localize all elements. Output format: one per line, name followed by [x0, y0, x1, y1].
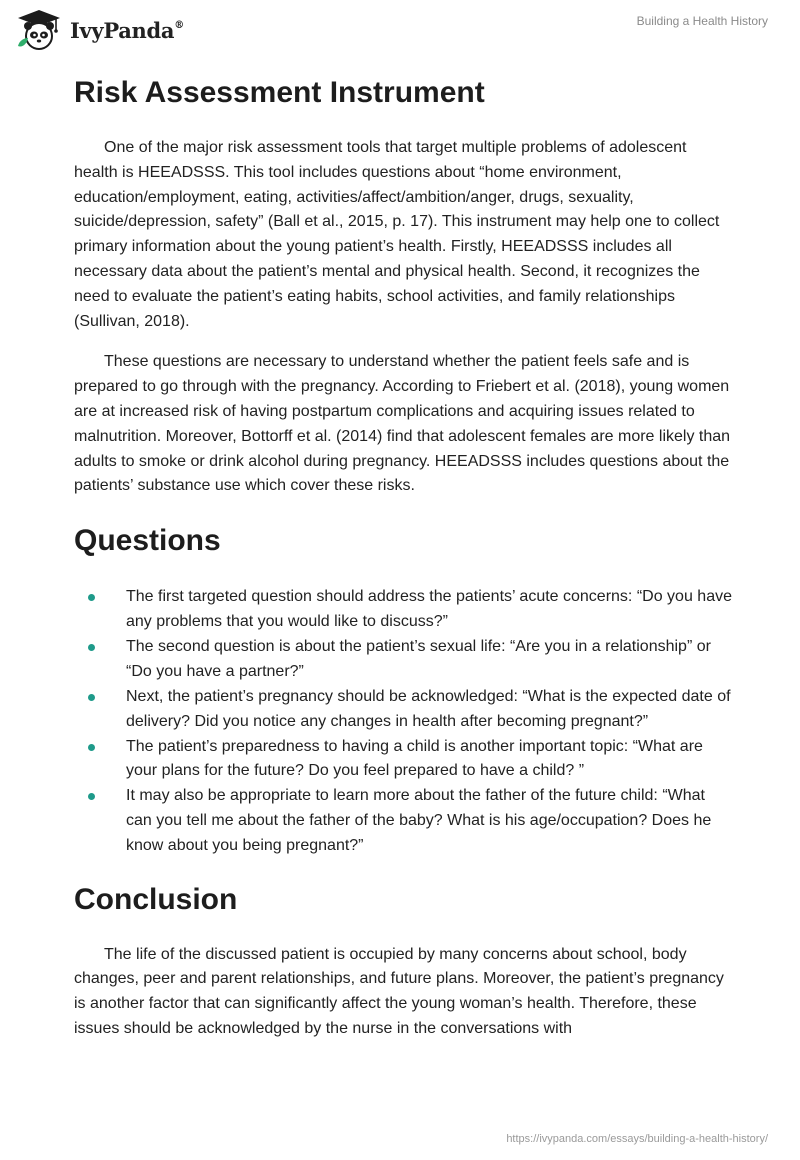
source-url-link[interactable]: https://ivypanda.com/essays/building-a-health-history/	[506, 1133, 768, 1145]
list-item: It may also be appropriate to learn more about the father of the future child: “What can you tell me about the father of the baby? What is his age/occupation? Does he know about you being pregnant?”	[74, 784, 734, 858]
bullet-icon	[88, 744, 95, 751]
logo-text: IvyPanda®	[70, 17, 184, 43]
section-questions	[74, 522, 734, 859]
section-risk-assessment	[74, 74, 734, 499]
list-item: The first targeted question should address the patients’ acute concerns: “Do you have any problems that you would like to discuss?”	[74, 585, 734, 635]
document-title: Building a Health History	[636, 14, 768, 28]
paragraph: These questions are necessary to understand whether the patient feels safe and is prepared to go through with the pregnancy. According to Friebert et al. (2018), young women are at increased risk of having postpartum complications and acquiring issues related to malnutrition. Moreover, Bottorff et al. (2014) find that adolescent females are more likely than adults to smoke or drink alcohol during pregnancy. HEEADSSS includes questions about the patients’ substance use which cover these risks.	[74, 353, 731, 495]
section-heading: Questions	[74, 524, 221, 558]
bullet-icon	[88, 594, 95, 601]
ivypanda-logo[interactable]	[14, 8, 184, 52]
essay-content	[74, 72, 734, 1042]
list-item: The second question is about the patient’s sexual life: “Are you in a relationship” or “Do you have a partner?”	[74, 635, 734, 685]
section-conclusion	[74, 881, 734, 1042]
panda-graduate-icon	[14, 8, 64, 52]
paragraph: The life of the discussed patient is occupied by many concerns about school, body changes, peer and parent relationships, and future plans. Moreover, the patient’s pregnancy is another factor that can significantly affect the young woman’s health. Therefore, these issues should be acknowledged by the nurse in the conversations with	[74, 945, 724, 1038]
section-heading: Conclusion	[74, 882, 238, 916]
page-header	[0, 0, 800, 70]
paragraph: One of the major risk assessment tools that target multiple problems of adolescent health is HEEADSSS. This tool includes questions about “home environment, education/employment, eating, activities/affect/ambition/anger, drugs, sexuality, suicide/depression, safety” (Ball et al., 2015, p. 17). This instrument may help one to collect primary information about the young patient’s health. Firstly, HEEADSSS includes all necessary data about the patient’s mental and physical health. Second, it recognizes the need to evaluate the patient’s eating habits, school activities, and family relationships (Sullivan, 2018).	[74, 139, 720, 330]
bullet-icon	[88, 793, 95, 800]
list-item: The patient’s preparedness to having a child is another important topic: “What are your plans for the future? Do you feel prepared to have a child? ”	[74, 735, 734, 785]
questions-list	[74, 585, 734, 859]
bullet-icon	[88, 644, 95, 651]
section-heading: Risk Assessment Instrument	[74, 76, 485, 109]
bullet-icon	[88, 694, 95, 701]
list-item: Next, the patient’s pregnancy should be acknowledged: “What is the expected date of delivery? Did you notice any changes in health after becoming pregnant?”	[74, 685, 734, 735]
